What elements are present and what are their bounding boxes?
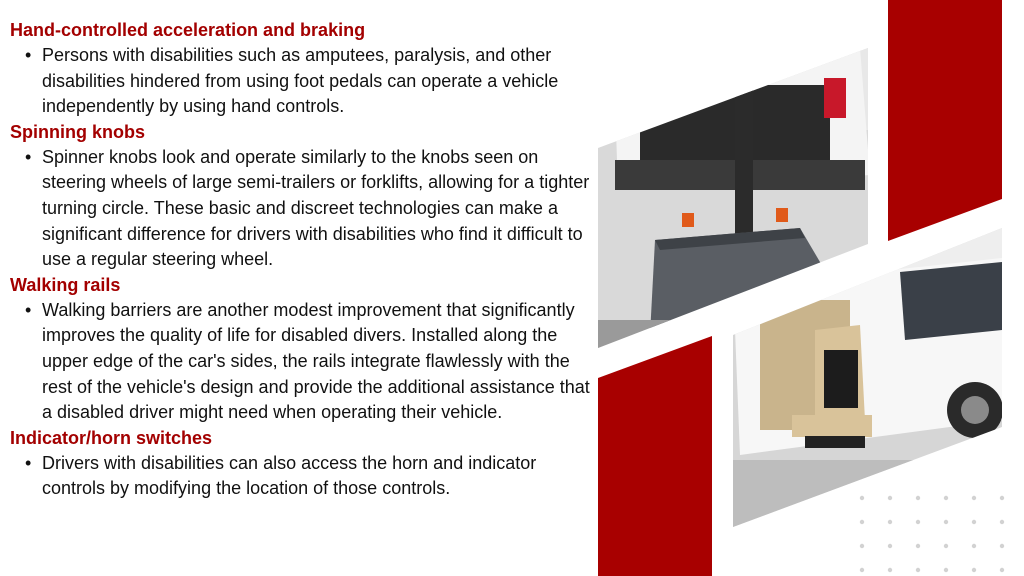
dot: [972, 568, 976, 572]
dot: [888, 496, 892, 500]
dot: [972, 496, 976, 500]
bullet-text: Walking barriers are another modest improvement that significantly improves the quality of life for disabled divers. Installed along the upper edge of the car's sides, the rails integrate flawlessly with the rest of the vehicle's design and provide the additional assistance that a disabled driver might need when operating their vehicle.: [42, 299, 590, 423]
dot: [944, 568, 948, 572]
red-accent-top: [888, 0, 1002, 241]
dot: [888, 568, 892, 572]
heading-spinning-knobs: Spinning knobs: [10, 121, 145, 142]
section-indicator-horn: [10, 426, 600, 502]
dot: [860, 568, 864, 572]
dot: [972, 520, 976, 524]
bullet-walking-rails: [10, 298, 600, 426]
dot: [1000, 496, 1004, 500]
dot: [944, 496, 948, 500]
heading-hand-controls: Hand-controlled acceleration and braking: [10, 20, 366, 40]
dot: [860, 520, 864, 524]
bullet-spinning-knobs: [10, 145, 600, 273]
section-walking-rails: [10, 273, 600, 426]
dot: [888, 544, 892, 548]
dot: [944, 544, 948, 548]
dot: [860, 544, 864, 548]
bullet-text: Persons with disabilities such as amputees, paralysis, and other disabilities hindered from using foot pedals can operate a vehicle independently by using hand controls.: [42, 45, 559, 117]
heading-walking-rails: Walking rails: [10, 274, 121, 295]
heading-indicator-horn: Indicator/horn switches: [10, 427, 213, 448]
bullet-icon: •: [25, 452, 32, 473]
dot: [916, 520, 920, 524]
main-content: [10, 18, 600, 502]
dot: [972, 544, 976, 548]
dot: [860, 496, 864, 500]
dot: [916, 496, 920, 500]
dot: [1000, 520, 1004, 524]
bullet-text: Drivers with disabilities can also access the horn and indicator controls by modifying the location of those controls.: [42, 452, 537, 499]
bullet-hand-controls: [10, 43, 600, 120]
section-hand-controls: [10, 18, 600, 120]
dot: [916, 544, 920, 548]
dot: [944, 520, 948, 524]
bullet-text: Spinner knobs look and operate similarly to the knobs seen on steering wheels of large semi-trailers or forklifts, allowing for a tighter turning circle. These basic and discreet technologies can make a significant difference for drivers with disabilities who find it difficult to use a regular steering wheel.: [42, 146, 590, 270]
bullet-icon: •: [25, 299, 32, 320]
red-accent-bottom: [598, 336, 712, 576]
dot: [916, 568, 920, 572]
bullet-indicator-horn: [10, 451, 600, 502]
section-spinning-knobs: [10, 120, 600, 273]
bullet-icon: •: [25, 146, 32, 167]
bullet-icon: •: [25, 45, 32, 65]
dot-grid: [860, 496, 1004, 572]
dot: [888, 520, 892, 524]
dot: [1000, 568, 1004, 572]
dot: [1000, 544, 1004, 548]
